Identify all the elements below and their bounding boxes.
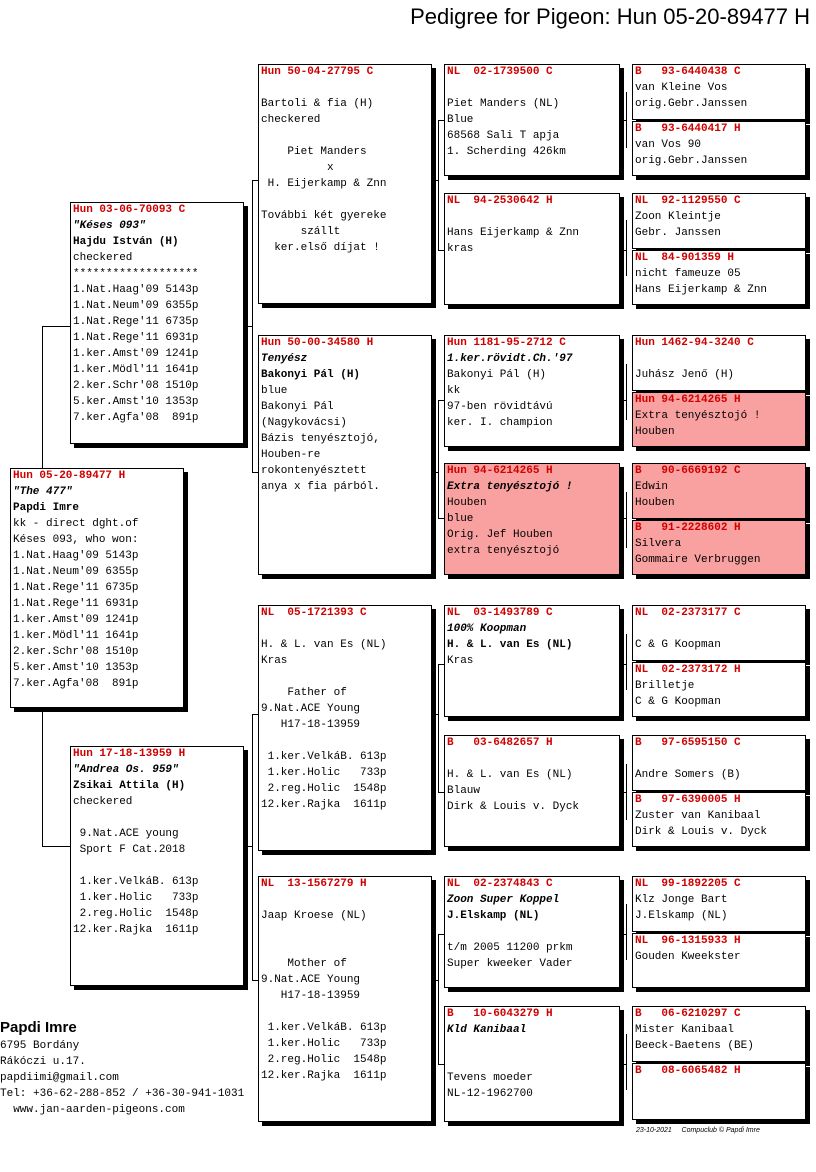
ring-number: NL 03-1493789 C: [447, 607, 553, 619]
spacer: [447, 80, 617, 96]
info-line: x: [261, 162, 334, 174]
info-line: Houben: [635, 426, 675, 438]
info-line: Silvera: [635, 538, 682, 550]
info-line: Gouden Kweekster: [635, 951, 741, 963]
pigeon-card-g8[interactable]: [632, 520, 806, 575]
info-line: t/m 2005 11200 prkm: [447, 942, 573, 954]
spacer: [261, 192, 429, 208]
pigeon-card-dsd[interactable]: [444, 735, 620, 847]
info-line: Gebr. Janssen: [635, 227, 721, 239]
connector: [252, 180, 253, 472]
breeder-name: Papdi Imre: [0, 1019, 77, 1036]
ring-number: B 91-2228602 H: [635, 522, 741, 534]
pigeon-card-ddd[interactable]: [444, 1006, 620, 1122]
info-line: Zuster van Kanibaal: [635, 810, 761, 822]
info-line: Houben-re: [261, 449, 321, 461]
breeder-phone: Tel: +36-62-288-852 / +36-30-941-1031: [0, 1088, 245, 1100]
pigeon-card-dam[interactable]: [70, 746, 244, 986]
info-line: 2.reg.Holic 1548p: [261, 1054, 387, 1066]
ring-number: Hun 1181-95-2712 C: [447, 337, 566, 349]
info-line: 1.ker.VelkáB. 613p: [261, 1022, 387, 1034]
info-line: NL-12-1962700: [447, 1088, 533, 1100]
info-line: Juhász Jenő (H): [635, 369, 735, 381]
info-line: Bázis tenyésztojó,: [261, 433, 380, 445]
info-line: orig.Gebr.Janssen: [635, 98, 748, 110]
ring-number: B 90-6669192 C: [635, 465, 741, 477]
info-line: H. & L. van Es (NL): [261, 639, 387, 651]
spacer: [261, 669, 429, 685]
ring-number: Hun 94-6214265 H: [447, 465, 553, 477]
connector: [42, 326, 72, 327]
info-line: 1.ker.Amst'09 1241p: [13, 614, 139, 626]
connector: [438, 400, 439, 518]
info-line: anya x fia párból.: [261, 481, 380, 493]
info-line: Sport F Cat.2018: [73, 844, 186, 856]
info-line: Bakonyi Pál: [261, 401, 334, 413]
ring-number: Hun 1462-94-3240 C: [635, 337, 754, 349]
pigeon-card-g3[interactable]: [632, 193, 806, 249]
info-line: 1.Nat.Rege'11 6735p: [13, 582, 139, 594]
info-line: J.Elskamp (NL): [635, 910, 728, 922]
spacer: [73, 810, 241, 826]
pigeon-card-dss[interactable]: [444, 605, 620, 717]
ring-number: B 06-6210297 C: [635, 1008, 741, 1020]
pigeon-name: "Andrea Os. 959": [73, 764, 179, 776]
ring-number: NL 84-901359 H: [635, 252, 735, 264]
info-line: Orig. Jef Houben: [447, 529, 553, 541]
info-line: 2.ker.Schr'08 1510p: [73, 380, 199, 392]
ring-number: B 03-6482657 H: [447, 737, 553, 749]
spacer: [447, 209, 617, 225]
info-line: blue: [447, 513, 474, 525]
ring-number: NL 13-1567279 H: [261, 878, 367, 890]
info-line: blue: [261, 385, 288, 397]
ring-number: Hun 50-00-34580 H: [261, 337, 374, 349]
info-line: 97-ben rövidtávú: [447, 401, 553, 413]
info-line: Dirk & Louis v. Dyck: [635, 826, 768, 838]
pigeon-name: Zoon Super Koppel: [447, 894, 560, 906]
ring-number: B 93-6440417 H: [635, 123, 741, 135]
info-line: Blauw: [447, 785, 481, 797]
pigeon-card-sire-sire[interactable]: [258, 64, 432, 304]
ring-number: NL 96-1315933 H: [635, 935, 741, 947]
info-line: ker. I. champion: [447, 417, 553, 429]
info-line: 1.ker.Holic 733p: [73, 892, 199, 904]
info-line: C & G Koopman: [635, 696, 721, 708]
spacer: [447, 751, 617, 767]
spacer: [635, 621, 803, 637]
pigeon-name: 1.ker.rövidt.Ch.'97: [447, 353, 573, 365]
spacer: [635, 751, 803, 767]
info-line: Kras: [447, 655, 474, 667]
owner-name: Hajdu István (H): [73, 236, 179, 248]
info-line: Hans Eijerkamp & Znn: [635, 284, 768, 296]
breeder-email[interactable]: papdiimi@gmail.com: [0, 1072, 119, 1084]
pigeon-card-dds[interactable]: [444, 876, 620, 988]
spacer: [447, 1038, 617, 1054]
page-title: Pedigree for Pigeon: Hun 05-20-89477 H: [410, 4, 810, 29]
info-line: 5.ker.Amst'10 1353p: [73, 396, 199, 408]
info-line: 1.ker.VelkáB. 613p: [261, 751, 387, 763]
pigeon-card-g9[interactable]: [632, 605, 806, 661]
info-line: 2.ker.Schr'08 1510p: [13, 646, 139, 658]
info-line: C & G Koopman: [635, 639, 721, 651]
info-line: 2.reg.Holic 1548p: [73, 908, 199, 920]
info-line: Bakonyi Pál (H): [447, 369, 547, 381]
ring-number: B 97-6595150 C: [635, 737, 741, 749]
info-line: checkered: [261, 114, 321, 126]
info-line: Mister Kanibaal: [635, 1024, 735, 1036]
info-line: 1.ker.VelkáB. 613p: [73, 876, 199, 888]
info-line: Klz Jonge Bart: [635, 894, 728, 906]
pigeon-card-g15[interactable]: [632, 1006, 806, 1062]
spacer: [261, 128, 429, 144]
info-line: Bartoli & fia (H): [261, 98, 374, 110]
ring-number: Hun 05-20-89477 H: [13, 470, 126, 482]
spacer: [73, 858, 241, 874]
info-line: 1.Nat.Haag'09 5143p: [13, 550, 139, 562]
info-line: H17-18-13959: [261, 719, 361, 731]
footer-credit: 23-10-2021 Compuclub © Papdi Imre: [636, 1127, 760, 1134]
pigeon-card-g5[interactable]: [632, 335, 806, 391]
ring-number: NL 02-2374843 C: [447, 878, 553, 890]
pigeon-card-subject[interactable]: [10, 468, 184, 708]
info-line: Dirk & Louis v. Dyck: [447, 801, 580, 813]
info-line: 2.reg.Holic 1548p: [261, 783, 387, 795]
info-line: van Vos 90: [635, 139, 702, 151]
info-line: checkered: [73, 252, 133, 264]
ring-number: Hun 50-04-27795 C: [261, 66, 374, 78]
info-line: Piet Manders: [261, 146, 367, 158]
connector: [438, 934, 439, 1064]
info-line: 1.Nat.Rege'11 6735p: [73, 316, 199, 328]
pigeon-card-sire[interactable]: [70, 202, 244, 444]
info-line: *******************: [73, 268, 199, 280]
ring-number: Hun 17-18-13959 H: [73, 748, 186, 760]
info-line: 1.ker.Mödl'11 1641p: [73, 364, 199, 376]
spacer: [447, 924, 617, 940]
info-line: 1.Nat.Neum'09 6355p: [73, 300, 199, 312]
info-line: 1.Nat.Rege'11 6931p: [13, 598, 139, 610]
spacer: [261, 733, 429, 749]
connector: [438, 664, 439, 792]
spacer: [261, 80, 429, 96]
info-line: 1.ker.Holic 733p: [261, 1038, 387, 1050]
ring-number: NL 05-1721393 C: [261, 607, 367, 619]
connector: [626, 364, 627, 420]
info-line: 1.ker.Mödl'11 1641p: [13, 630, 139, 642]
pigeon-card-g2[interactable]: [632, 121, 806, 176]
connector: [438, 120, 439, 250]
ring-number: B 97-6390005 H: [635, 794, 741, 806]
info-line: Super kweeker Vader: [447, 958, 573, 970]
connector: [252, 714, 253, 980]
pigeon-name: Tenyész: [261, 353, 308, 365]
info-line: Piet Manders (NL): [447, 98, 560, 110]
info-line: 1.Nat.Haag'09 5143p: [73, 284, 199, 296]
owner-name: H. & L. van Es (NL): [447, 639, 573, 651]
pigeon-card-g7[interactable]: [632, 463, 806, 519]
info-line: nicht fameuze 05: [635, 268, 741, 280]
ring-number: NL 02-1739500 C: [447, 66, 553, 78]
info-line: kk: [447, 385, 461, 397]
info-line: Beeck-Baetens (BE): [635, 1040, 754, 1052]
info-line: 5.ker.Amst'10 1353p: [13, 662, 139, 674]
pigeon-card-sdd[interactable]: [444, 463, 620, 575]
ring-number: Hun 94-6214265 H: [635, 394, 741, 406]
pigeon-name: Kld Kanibaal: [447, 1024, 527, 1036]
breeder-address: 6795 Bordány: [0, 1040, 80, 1052]
connector: [626, 634, 627, 690]
pigeon-card-g6[interactable]: [632, 392, 806, 447]
info-line: Blue: [447, 114, 474, 126]
pigeon-card-sds[interactable]: [444, 335, 620, 447]
pigeon-card-sss[interactable]: [444, 64, 620, 176]
info-line: 1.Nat.Neum'09 6355p: [13, 566, 139, 578]
connector: [626, 764, 627, 820]
pigeon-card-g13[interactable]: [632, 876, 806, 932]
info-line: van Kleine Vos: [635, 82, 728, 94]
pigeon-name: "The 477": [13, 486, 73, 498]
ring-number: B 10-6043279 H: [447, 1008, 553, 1020]
info-line: 7.ker.Agfa'08 891p: [73, 412, 199, 424]
info-line: extra tenyésztojó: [447, 545, 560, 557]
owner-name: Papdi Imre: [13, 502, 80, 514]
info-line: 7.ker.Agfa'08 891p: [13, 678, 139, 690]
spacer: [261, 924, 429, 940]
info-line: Hans Eijerkamp & Znn: [447, 227, 580, 239]
info-line: 68568 Sali T apja: [447, 130, 560, 142]
owner-name: Bakonyi Pál (H): [261, 369, 361, 381]
info-line: H. Eijerkamp & Znn: [261, 178, 387, 190]
pigeon-name: 100% Koopman: [447, 623, 527, 635]
pigeon-card-sire-dam[interactable]: [258, 335, 432, 575]
info-line: 1.ker.Amst'09 1241p: [73, 348, 199, 360]
spacer: [635, 351, 803, 367]
info-line: Gommaire Verbruggen: [635, 554, 761, 566]
info-line: (Nagykovácsi): [261, 417, 347, 429]
info-line: További két gyereke: [261, 210, 387, 222]
info-line: 12.ker.Rajka 1611p: [261, 1070, 387, 1082]
info-line: kk - direct dght.of: [13, 518, 139, 530]
info-line: rokontenyésztett: [261, 465, 367, 477]
spacer: [261, 940, 429, 956]
pigeon-card-ssd[interactable]: [444, 193, 620, 305]
info-line: 1. Scherding 426km: [447, 146, 566, 158]
info-line: szállt: [261, 226, 341, 238]
connector: [626, 92, 627, 148]
ring-number: NL 02-2373177 C: [635, 607, 741, 619]
breeder-info: [0, 1018, 244, 1118]
info-line: H17-18-13959: [261, 990, 361, 1002]
info-line: 12.ker.Rajka 1611p: [73, 924, 199, 936]
owner-name: Zsikai Attila (H): [73, 780, 186, 792]
info-line: checkered: [73, 796, 133, 808]
info-line: 12.ker.Rajka 1611p: [261, 799, 387, 811]
info-line: orig.Gebr.Janssen: [635, 155, 748, 167]
info-line: H. & L. van Es (NL): [447, 769, 573, 781]
info-line: 1.Nat.Rege'11 6931p: [73, 332, 199, 344]
connector: [626, 220, 627, 276]
pigeon-name: Extra tenyésztojó !: [447, 481, 573, 493]
pigeon-card-dam-sire[interactable]: [258, 605, 432, 851]
connector: [42, 846, 72, 847]
spacer: [261, 621, 429, 637]
ring-number: NL 94-2530642 H: [447, 195, 553, 207]
ring-number: B 93-6440438 C: [635, 66, 741, 78]
info-line: Zoon Kleintje: [635, 211, 721, 223]
ring-number: B 08-6065482 H: [635, 1065, 741, 1077]
info-line: Houben: [447, 497, 487, 509]
info-line: Mother of: [261, 958, 347, 970]
connector: [42, 708, 43, 846]
connector: [626, 1034, 627, 1090]
connector: [626, 904, 627, 960]
info-line: 9.Nat.ACE young: [73, 828, 179, 840]
ring-number: NL 02-2373172 H: [635, 664, 741, 676]
info-line: Extra tenyésztojó !: [635, 410, 761, 422]
ring-number: Hun 03-06-70093 C: [73, 204, 186, 216]
info-line: Kras: [261, 655, 288, 667]
pigeon-card-g10[interactable]: [632, 662, 806, 717]
connector: [626, 492, 627, 548]
connector: [42, 326, 43, 468]
info-line: Andre Somers (B): [635, 769, 741, 781]
info-line: ker.első díjat !: [261, 242, 380, 254]
spacer: [261, 892, 429, 908]
spacer: [261, 1004, 429, 1020]
info-line: Houben: [635, 497, 675, 509]
breeder-street: Rákóczi u.17.: [0, 1056, 86, 1068]
ring-number: NL 99-1892205 C: [635, 878, 741, 890]
pigeon-card-g12[interactable]: [632, 792, 806, 847]
pigeon-card-g14[interactable]: [632, 933, 806, 988]
owner-name: J.Elskamp (NL): [447, 910, 540, 922]
info-line: kras: [447, 243, 474, 255]
pigeon-name: "Késes 093": [73, 220, 146, 232]
ring-number: NL 92-1129550 C: [635, 195, 741, 207]
info-line: 1.ker.Holic 733p: [261, 767, 387, 779]
info-line: Edwin: [635, 481, 669, 493]
pigeon-card-g4[interactable]: [632, 250, 806, 305]
info-line: Tevens moeder: [447, 1072, 533, 1084]
breeder-website[interactable]: www.jan-aarden-pigeons.com: [0, 1104, 185, 1116]
info-line: Father of: [261, 687, 347, 699]
info-line: 9.Nat.ACE Young: [261, 703, 361, 715]
spacer: [447, 1054, 617, 1070]
pigeon-card-dam-dam[interactable]: [258, 876, 432, 1122]
pigeon-card-g11[interactable]: [632, 735, 806, 791]
info-line: 9.Nat.ACE Young: [261, 974, 361, 986]
info-line: Jaap Kroese (NL): [261, 910, 367, 922]
info-line: Késes 093, who won:: [13, 534, 139, 546]
pigeon-card-g1[interactable]: [632, 64, 806, 120]
pigeon-card-g16[interactable]: [632, 1063, 806, 1120]
info-line: Brilletje: [635, 680, 695, 692]
